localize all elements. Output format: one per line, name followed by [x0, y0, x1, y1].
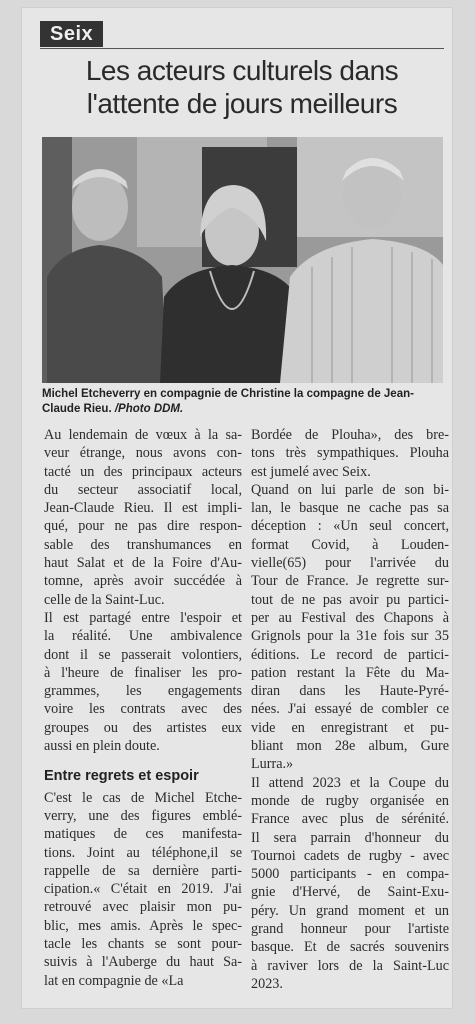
text-line: gnie d'Hervé, de Saint-Exu-: [251, 884, 449, 901]
text-line: 5000 participants - en compa-: [251, 866, 449, 883]
section-kicker: Seix: [40, 21, 103, 47]
text-line: Tournoi cadets de rugby - avec: [251, 847, 449, 864]
article-photo: [42, 137, 443, 383]
text-line: Bordée de Plouha», des bre-: [251, 427, 449, 443]
text-line: vide en enregistrant et pu-: [251, 719, 449, 736]
text-line: matiques de ces manifesta-: [44, 826, 242, 843]
article-headline: [40, 54, 444, 120]
text-line: sable des transhumances en: [44, 536, 242, 553]
text-line: Quand on lui parle de son bi-: [251, 481, 449, 498]
text-line: rappelle de sa dernière parti-: [44, 862, 242, 879]
text-line: basque. Et de sacrés souvenirs: [251, 939, 449, 956]
text-line: cipation.« C'était en 2019. J'ai: [44, 881, 242, 898]
paragraph-6: [251, 774, 449, 994]
text-line: Il attend 2023 et la Coupe du: [251, 774, 449, 791]
text-line: du secteur associatif local,: [44, 481, 242, 498]
text-line: tout de ne pas avoir pu partici-: [251, 591, 449, 608]
text-line: voire les contrats avec des: [44, 701, 242, 718]
text-line: nées. J'ai essayé de combler ce: [251, 701, 449, 718]
text-line: lat en compagnie de «La: [44, 972, 184, 989]
paragraph-2: [44, 609, 242, 755]
text-line: grammes, les engagements: [44, 683, 242, 700]
text-line: est jumelé avec Seix.: [251, 463, 371, 480]
text-line: Tour de France. Je regrette sur-: [251, 573, 449, 590]
text-line: vielle(65) pour l'arrivée du: [251, 555, 449, 572]
headline-line-1: Les acteurs culturels dans: [85, 55, 399, 86]
kicker-rule: [40, 48, 444, 49]
photo-credit: /Photo DDM.: [114, 403, 184, 415]
text-line: Grignols pour la 31e fois sur 35: [251, 628, 449, 645]
caption-text: Claude Rieu.: [42, 403, 115, 415]
text-line: haut Salat et de la Foire d'Au-: [44, 555, 242, 572]
caption-line-1: Michel Etcheverry en compagnie de Christine la compagne de Jean-: [42, 388, 414, 400]
text-line: à l'heure de finaliser les pro-: [44, 664, 242, 681]
text-line: la réalité. Une ambivalence: [44, 628, 242, 645]
text-line: éditions. Le record de partici-: [251, 646, 449, 663]
text-line: lan, le basque ne cache pas sa: [251, 500, 449, 517]
caption-line-2: [42, 402, 443, 417]
text-line: C'est le cas de Michel Etche-: [44, 789, 242, 806]
text-line: pation restant la Fête du Ma-: [251, 664, 449, 681]
paragraph-1: [44, 426, 242, 609]
text-line: bliant mon 28e album, Gure: [251, 738, 449, 755]
text-line: tacle les chants se sont pour-: [44, 936, 242, 953]
text-line: veur étrange, nous avons con-: [44, 445, 242, 462]
text-line: format Covid, à Louden-: [251, 536, 449, 553]
text-line: à raviver lors de la Saint-Luc: [251, 957, 449, 974]
text-line: verry, une des figures emblé-: [44, 807, 242, 824]
paragraph-4: [251, 426, 449, 481]
text-line: Jean-Claude Rieu. Il est impli-: [44, 500, 242, 517]
text-line: per au Festival des Chapons à: [251, 609, 449, 626]
text-line: tacté un des principaux acteurs: [44, 463, 242, 480]
paragraph-3: [44, 789, 242, 990]
text-line: aussi en plein doute.: [44, 738, 160, 755]
text-line: Lurra.»: [251, 756, 294, 773]
text-line: celle de la Saint-Luc.: [44, 591, 165, 608]
text-line: péry. Un grand moment et un: [251, 902, 449, 919]
text-line: Il sera parrain d'honneur du: [251, 829, 449, 846]
text-line: retrouvé avec plaisir mon pu-: [44, 899, 242, 916]
text-line: groupes ou des artistes eux: [44, 719, 242, 736]
paragraph-5: [251, 481, 449, 774]
photo-three-people: [42, 137, 443, 383]
text-line: grand honneur pour l'artiste: [251, 921, 449, 938]
text-line: 2023.: [251, 975, 283, 992]
text-line: suivis à l'Auberge du haut Sa-: [44, 954, 242, 971]
text-line: monde de rugby organisée en: [251, 792, 449, 809]
headline-line-2: l'attente de jours meilleurs: [86, 88, 398, 119]
article-column-2: [251, 426, 449, 993]
text-line: qué, pour ne pas dire respon-: [44, 518, 242, 535]
text-line: tons très sympathiques. Plouha: [251, 445, 449, 462]
article-column-1: [44, 426, 242, 990]
text-line: Il est partagé entre l'espoir et: [44, 609, 242, 626]
text-line: France avec plus de sérénité.: [251, 811, 449, 828]
section-subhead: Entre regrets et espoir: [44, 768, 199, 785]
photo-caption: [42, 387, 443, 417]
text-line: tomne, après avoir succédée à: [44, 573, 242, 590]
text-line: Au lendemain de vœux à la sa-: [44, 427, 242, 443]
text-line: blic, mes amis. Après le spec-: [44, 917, 242, 934]
text-line: dont il se passerait volontiers,: [44, 646, 242, 663]
text-line: tions. Joint au téléphone,il se: [44, 844, 242, 861]
text-line: diran dans les Haute-Pyré-: [251, 683, 449, 700]
text-line: déception : «Un seul concert,: [251, 518, 449, 535]
